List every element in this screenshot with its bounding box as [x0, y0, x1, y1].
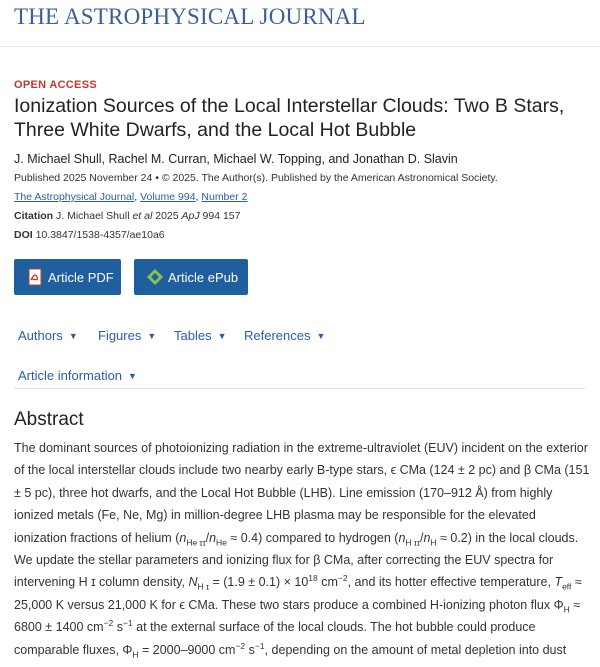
chevron-down-icon: ▼	[147, 330, 157, 341]
figures-dropdown-label: Figures	[98, 328, 142, 343]
article-title: Ionization Sources of the Local Interstellar Clouds: Two B Stars, Three White Dwarfs, and the Local Hot Bubble	[14, 95, 565, 141]
article-pdf-label: Article PDF	[48, 269, 114, 285]
abstract-part: ≈ 0.4) compared to hydrogen (	[230, 530, 399, 545]
epub-icon	[146, 268, 164, 286]
doi-label: DOI	[14, 229, 33, 241]
abstract-heading: Abstract	[14, 409, 84, 430]
issue-number-link[interactable]: Number 2	[201, 191, 248, 203]
abstract-part: −2	[337, 573, 348, 584]
references-dropdown[interactable]	[244, 328, 325, 343]
article-information-label: Article information	[18, 368, 123, 383]
citation-line	[14, 210, 240, 222]
figures-dropdown[interactable]	[98, 328, 156, 343]
references-dropdown-label: References	[244, 328, 311, 343]
abstract-part: , and its hotter effective temperature,	[347, 575, 555, 590]
abstract-part: ≈ 0.2) in the local clouds. We update the stellar parameters and ionizing flux for β CMa, after correcting the EUV spectra for intervening H ɪ column density,	[14, 530, 579, 590]
chevron-down-icon: ▼	[68, 330, 78, 341]
abstract-text: The dominant sources of photoionizing radiation in the extreme-ultraviolet (EUV) incident on the exterior of the local interstellar clouds include two nearby early B-type stars, ϵ CMa (124 ± 2 pc) and β CMa (151 ± 5 pc), three hot dwarfs, and the Local Hot Bubble (LHB). Line emission (170–912 Å) from highly ionized metals (Fe, Ne, Mg) in million-degree LHB plasma may be responsible for the elevated ionization fractions of helium $(n_{He ɪɪ}/n_{He} \approx 0.4)$ compared to hydrogen $(n_{H ɪɪ}/n_H \approx 0.2)$ in the local clouds. We update the stellar parameters and ionizing flux for β CMa, after correcting the EUV spectra for intervening H ɪ column density, $N_{H ɪ} = (1.9 \pm 0.1) \times 10^{18}$ $cm^{-2}$, and its hotter effective temperature, $T_{eff} \approx 25,000$ K versus 21,000 K for ϵ CMa. These two stars produce a combined H-ionizing photon flux $\Phi_H \approx 6800 \pm 1400$ $cm^{-2}$ $s^{-1}$ at the external surface of the local clouds. The hot bubble could produce comparable fluxes, $\Phi_H = 2000-9000$ $cm^{-2}$ $s^{-1}$, depending on the amount of metal depletion into dust	[14, 441, 590, 660]
abstract-part: ≈ 25,000 K versus 21,000 K for ϵ CMa. These two stars produce a combined H-ionizing photon flux	[14, 575, 582, 612]
citation-journal: ApJ	[181, 210, 200, 222]
abstract-part: 18	[308, 573, 318, 584]
tables-dropdown-label: Tables	[174, 328, 212, 343]
article-epub-label: Article ePub	[168, 269, 239, 285]
journal-masthead[interactable]: THE ASTROPHYSICAL JOURNAL	[14, 4, 366, 29]
doi-line	[14, 229, 165, 241]
abstract-part: at the external surface of the local clouds. The hot bubble could produce comparable fluxes,	[14, 620, 536, 657]
authors-dropdown[interactable]	[18, 328, 78, 343]
citation-volume-page: 994 157	[199, 210, 241, 222]
abstract-part: cm	[317, 575, 338, 590]
article-information-dropdown[interactable]	[18, 368, 137, 383]
citation-year: 2025	[152, 210, 182, 222]
publication-info: Published 2025 November 24 • © 2025. The Author(s). Published by the American Astronomical Society.	[14, 172, 498, 184]
abstract-part: = 2000–9000 cm	[138, 642, 236, 657]
pdf-icon	[26, 268, 44, 286]
header-divider	[0, 46, 600, 47]
volume-link[interactable]: Volume 994	[140, 191, 196, 203]
citation-etal: et al	[132, 210, 153, 222]
abstract-part: The dominant sources of photoionizing radiation in the extreme-ultraviolet (EUV) incident on the exterior of the local interstellar clouds include two nearby early B-type stars, ϵ CMa (124 ± 2 pc) and β CMa (151 ± 5 pc), three hot dwarfs, and the Local Hot Bubble (LHB). Line emission (170–912 Å) from highly ionized metals (Fe, Ne, Mg) in million-degree LHB plasma may be responsible for the elevated ionization fractions of helium (	[14, 441, 590, 545]
open-access-badge: OPEN ACCESS	[14, 79, 97, 91]
chevron-down-icon: ▼	[316, 330, 326, 341]
journal-link[interactable]: The Astrophysical Journal	[14, 191, 135, 203]
abstract-part: = (1.9 ± 0.1) × 10	[209, 575, 309, 590]
doi-value: 10.3847/1538-4357/ae10a6	[35, 229, 165, 241]
chevron-down-icon: ▼	[217, 330, 227, 341]
info-divider	[14, 388, 585, 389]
abstract-part: , depending on the amount of metal depletion into dust	[264, 642, 567, 657]
author-list: J. Michael Shull, Rachel M. Curran, Michael W. Topping, and Jonathan D. Slavin	[14, 152, 458, 166]
abstract-part: ≈ 6800 ± 1400 cm	[14, 597, 581, 635]
citation-label: Citation	[14, 210, 54, 222]
article-epub-button[interactable]	[134, 259, 248, 295]
authors-dropdown-label: Authors	[18, 328, 63, 343]
journal-links: The Astrophysical Journal, Volume 994, Number 2	[14, 191, 248, 203]
chevron-down-icon: ▼	[128, 370, 137, 381]
tables-dropdown[interactable]	[174, 328, 227, 343]
article-pdf-button[interactable]	[14, 259, 121, 295]
citation-authors: J. Michael Shull	[56, 210, 133, 222]
